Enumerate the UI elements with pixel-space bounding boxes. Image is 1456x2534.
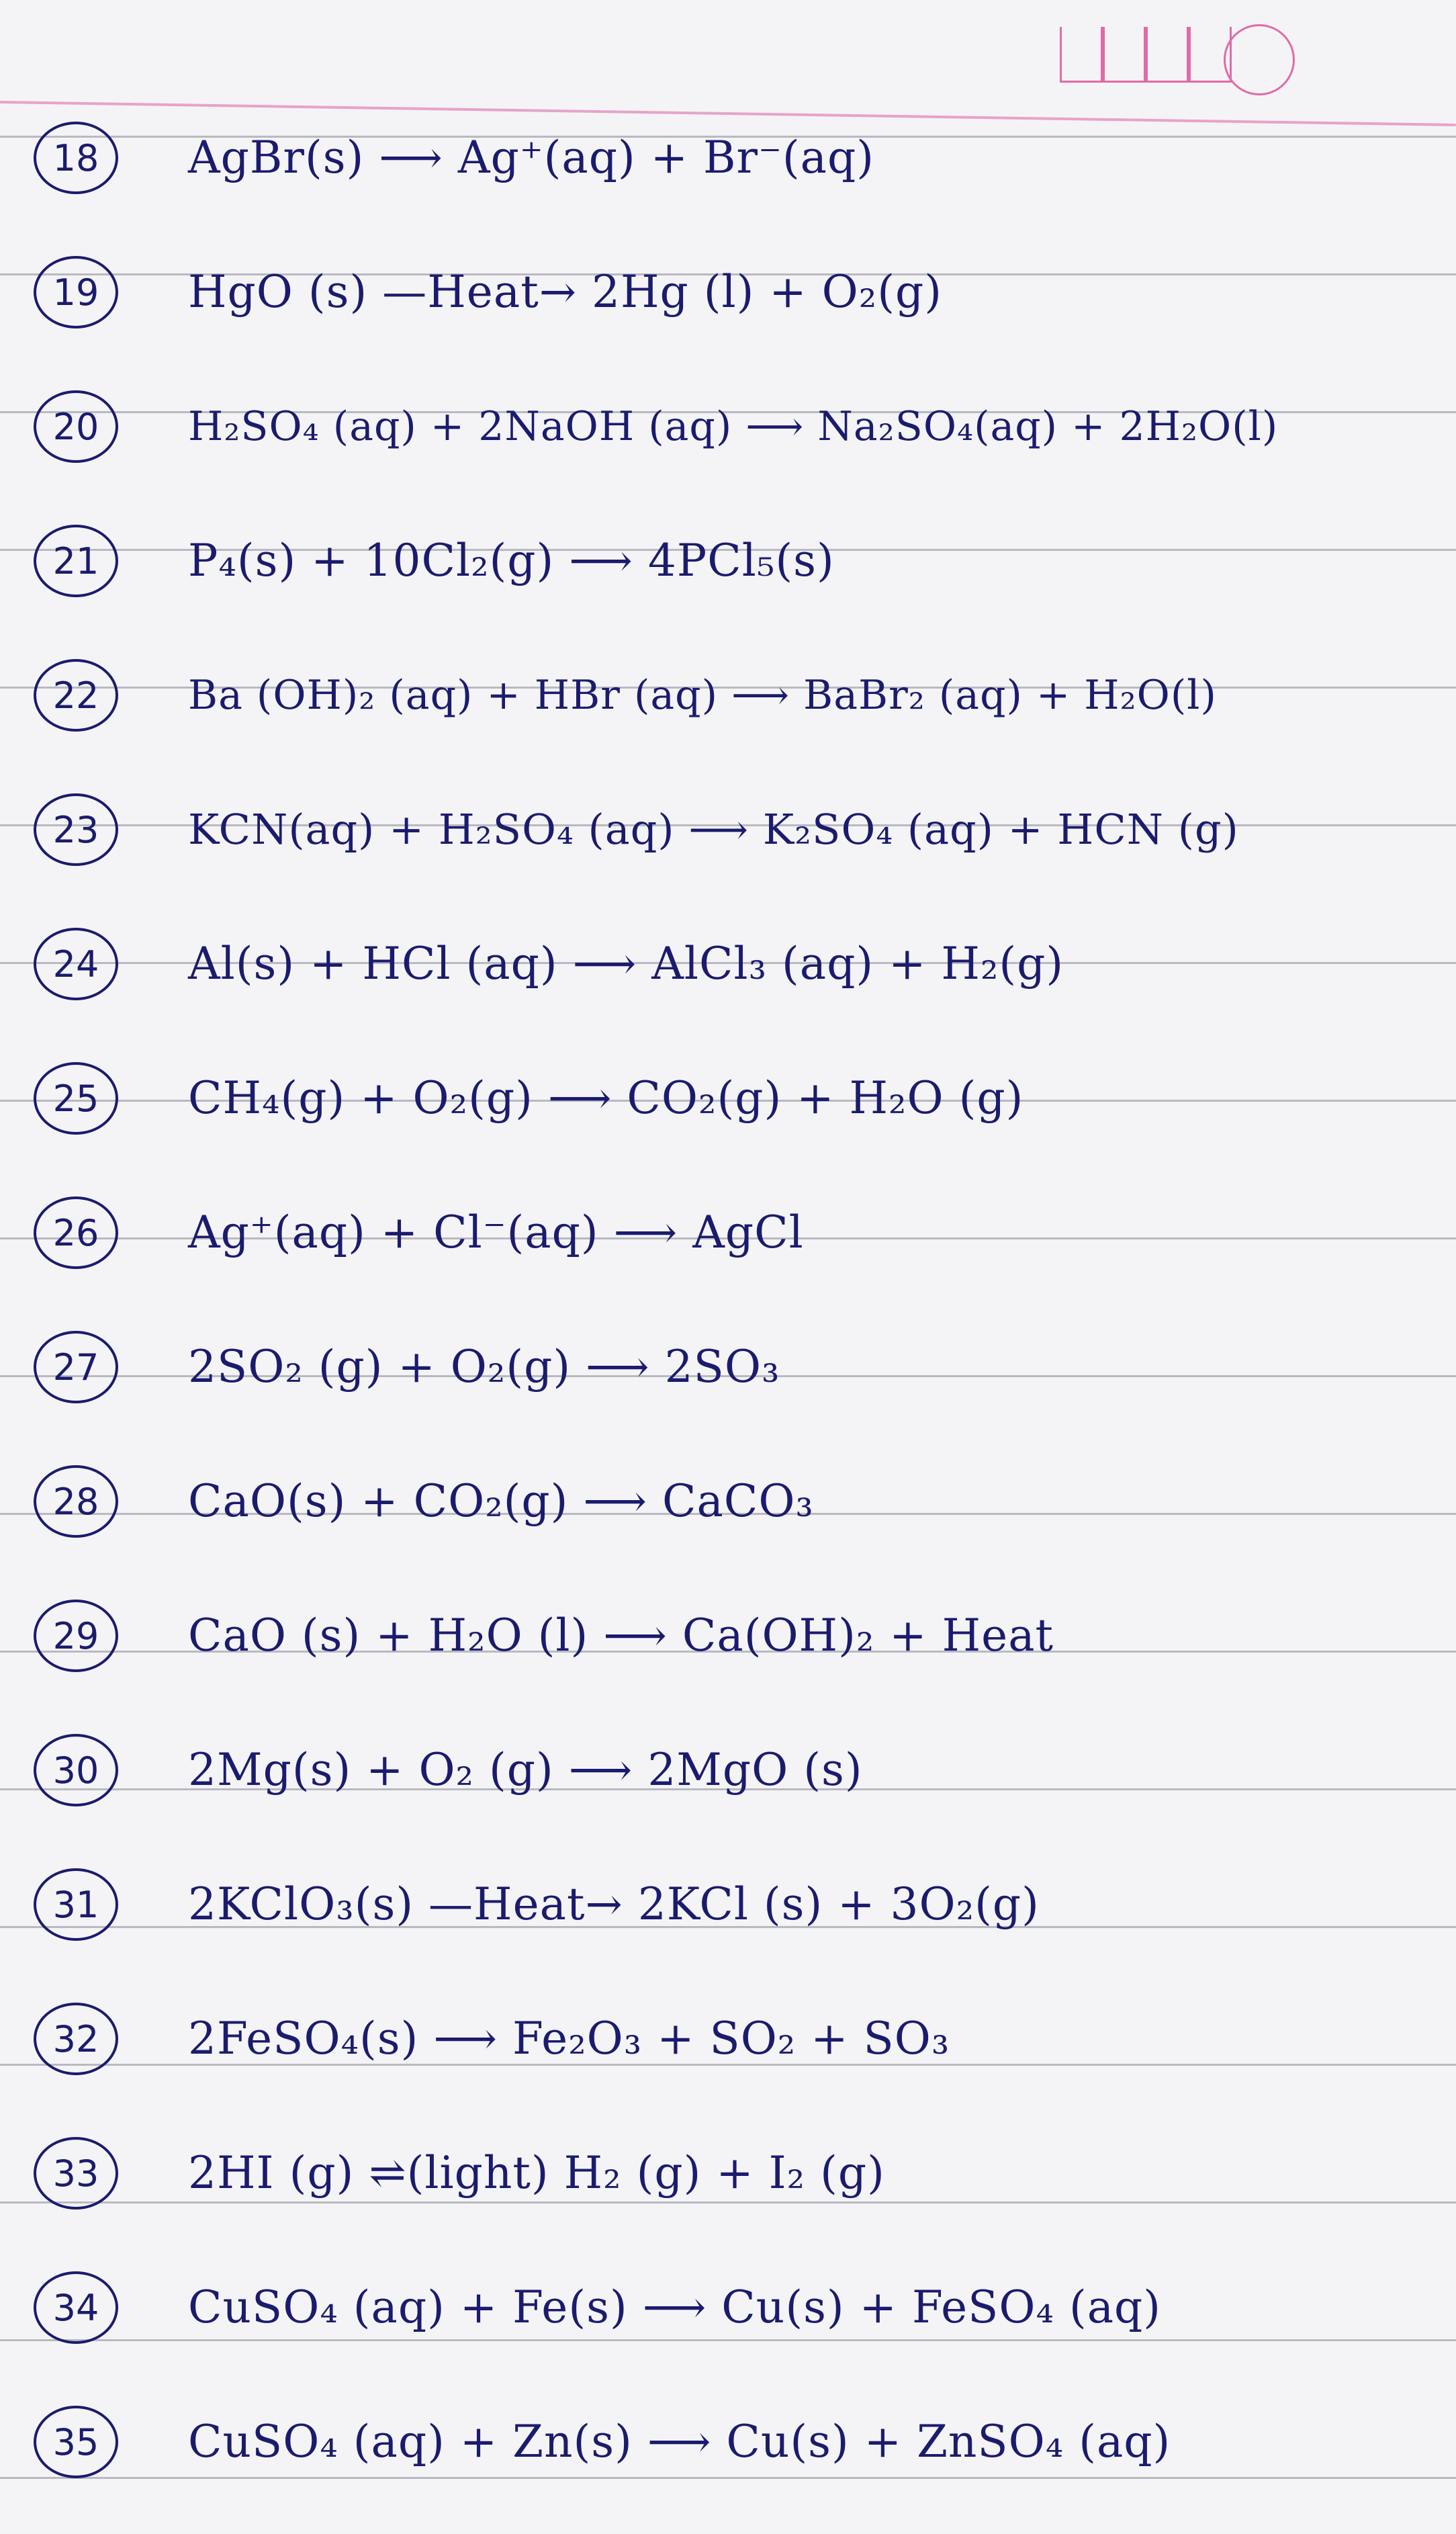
equation-text: CuSO₄ (aq) + Fe(s) ⟶ Cu(s) + FeSO₄ (aq) [188,2281,1162,2333]
equation-row [0,228,1456,356]
equation-text: 2HI (g) ⇌(light) H₂ (g) + I₂ (g) [188,2146,885,2199]
equation-row [0,1169,1456,1297]
equation-number: 25 [34,1062,118,1135]
equation-row [0,631,1456,759]
equation-text: H₂SO₄ (aq) + 2NaOH (aq) ⟶ Na₂SO₄(aq) + 2H₂O(l) [188,403,1279,450]
equation-number: 35 [34,2406,118,2478]
equation-number: 18 [34,122,118,194]
equation-number: 31 [34,1868,118,1941]
equation-text: CaO(s) + CO₂(g) ⟶ CaCO₃ [188,1475,814,1527]
equation-number: 32 [34,2003,118,2075]
equation-text: 2KClO₃(s) —Heat→ 2KCl (s) + 3O₂(g) [188,1878,1040,1930]
equation-row [0,94,1456,222]
equation-row [0,1572,1456,1700]
equation-row [0,1975,1456,2103]
equation-text: 2FeSO₄(s) ⟶ Fe₂O₃ + SO₂ + SO₃ [188,2012,950,2064]
equation-number: 29 [34,1600,118,1672]
equation-number: 21 [34,525,118,597]
equation-text: CuSO₄ (aq) + Zn(s) ⟶ Cu(s) + ZnSO₄ (aq) [188,2415,1171,2467]
page-box-cell [1146,27,1189,83]
equation-row [0,1841,1456,1968]
equation-number: 19 [34,256,118,329]
equation-row [0,766,1456,893]
equation-text: AgBr(s) ⟶ Ag⁺(aq) + Br⁻(aq) [188,131,874,183]
equation-number: 33 [34,2137,118,2210]
equation-text: P₄(s) + 10Cl₂(g) ⟶ 4PCl₅(s) [188,534,835,586]
equation-row [0,900,1456,1028]
equation-row [0,1303,1456,1431]
equation-text: CaO (s) + H₂O (l) ⟶ Ca(OH)₂ + Heat [188,1609,1054,1661]
equation-text: 2Mg(s) + O₂ (g) ⟶ 2MgO (s) [188,1743,863,1796]
equation-text: 2SO₂ (g) + O₂(g) ⟶ 2SO₃ [188,1340,780,1393]
equation-text: Ba (OH)₂ (aq) + HBr (aq) ⟶ BaBr₂ (aq) + H₂O(l) [188,672,1217,719]
equation-row [0,1706,1456,1834]
equation-row [0,1438,1456,1565]
equation-row [0,497,1456,625]
equation-number: 34 [34,2271,118,2344]
page-box-circle [1224,24,1295,95]
equation-number: 28 [34,1465,118,1538]
equation-text: CH₄(g) + O₂(g) ⟶ CO₂(g) + H₂O (g) [188,1072,1024,1124]
equation-text: HgO (s) —Heat→ 2Hg (l) + O₂(g) [188,265,942,318]
equation-number: 30 [34,1734,118,1806]
equation-number: 20 [34,390,118,463]
page-box-cell [1060,27,1103,83]
equation-row [0,2244,1456,2371]
equation-row [0,363,1456,490]
equation-row [0,2109,1456,2237]
equation-row [0,2378,1456,2506]
equation-text: Al(s) + HCl (aq) ⟶ AlCl₃ (aq) + H₂(g) [188,937,1064,990]
equation-number: 23 [34,793,118,866]
equation-text: Ag⁺(aq) + Cl⁻(aq) ⟶ AgCl [188,1206,804,1258]
page-box-cell [1103,27,1146,83]
equation-number: 22 [34,659,118,732]
equation-number: 26 [34,1196,118,1269]
page-number-box [1060,20,1281,87]
equation-number: 24 [34,928,118,1000]
equation-number: 27 [34,1331,118,1403]
equation-row [0,1035,1456,1162]
equation-text: KCN(aq) + H₂SO₄ (aq) ⟶ K₂SO₄ (aq) + HCN (g) [188,804,1239,854]
